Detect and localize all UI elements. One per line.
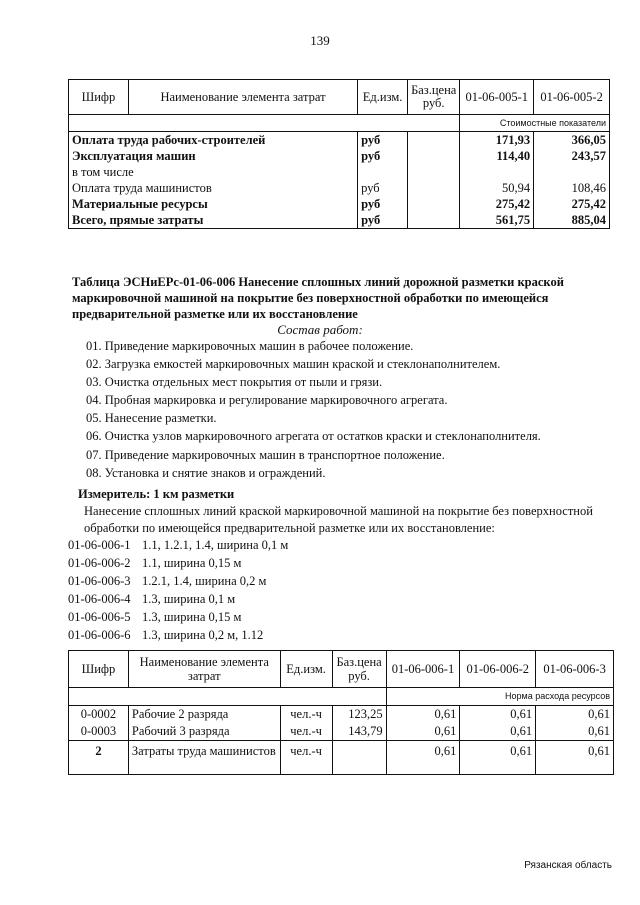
col-header-name: Наименование элемента затрат — [128, 80, 357, 115]
code-line — [68, 628, 263, 643]
subheader-row — [69, 115, 610, 132]
work-item: 03. Очистка отдельных мест покрытия от пыли и грязи. — [86, 375, 383, 389]
row-price: 123,25 — [332, 706, 386, 724]
col-header-005-2: 01-06-005-2 — [534, 80, 610, 115]
table-row — [69, 132, 610, 149]
row-name: Материальные ресурсы — [69, 196, 358, 212]
code-id: 01-06-006-4 — [68, 592, 131, 606]
work-item: 04. Пробная маркировка и регулирование маркировочного агрегата. — [86, 393, 448, 407]
row-value-1: 0,61 — [386, 741, 460, 775]
row-value-1: 561,75 — [460, 212, 534, 229]
table-row — [69, 706, 614, 724]
col-header-code: Шифр — [69, 80, 129, 115]
work-item: 06. Очистка узлов маркировочного агрегата от остатков краски и стеклонаполнителя. — [86, 429, 541, 443]
table-title: Таблица ЭСНиЕРс-01-06-006 Нанесение сплошных линий дорожной разметки краской маркировочной машиной на покрытие без поверхностной обработки по имеющейся предварительной разметке или их восстановление — [72, 275, 564, 321]
code-id: 01-06-006-1 — [68, 538, 131, 552]
work-item: 07. Приведение маркировочных машин в транспортное положение. — [86, 448, 445, 462]
page-number: 139 — [310, 33, 330, 48]
row-unit: руб — [358, 132, 408, 149]
row-value-2: 275,42 — [534, 196, 610, 212]
table-header-row — [69, 80, 610, 115]
row-code: 2 — [69, 741, 129, 775]
row-name: Оплата труда машинистов — [69, 180, 358, 196]
cost-table-005 — [68, 79, 610, 229]
row-value-1: 50,94 — [460, 180, 534, 196]
col-header-006-2: 01-06-006-2 — [460, 651, 536, 688]
subheader-cost-indicators: Стоимостные показатели — [460, 115, 610, 132]
work-item: 08. Установка и снятие знаков и ограждений. — [86, 466, 326, 480]
row-code: 0-0003 — [69, 723, 129, 741]
col-header-006-3: 01-06-006-3 — [536, 651, 614, 688]
row-value-1: 114,40 — [460, 148, 534, 164]
code-desc: 1.1, 1.2.1, 1.4, ширина 0,1 м — [142, 538, 289, 552]
table-row — [69, 212, 610, 229]
row-value-1: 0,61 — [386, 723, 460, 741]
code-desc: 1.2.1, 1.4, ширина 0,2 м — [142, 574, 267, 588]
code-line — [68, 592, 235, 607]
row-value-3: 0,61 — [536, 706, 614, 724]
work-composition-heading: Состав работ: — [277, 322, 363, 337]
table-row — [69, 741, 614, 775]
row-value-2: 0,61 — [460, 723, 536, 741]
code-line — [68, 538, 288, 553]
row-value-3: 0,61 — [536, 741, 614, 775]
row-value-3: 0,61 — [536, 723, 614, 741]
row-unit: чел.-ч — [280, 741, 332, 775]
row-unit: чел.-ч — [280, 706, 332, 724]
code-line — [68, 556, 241, 571]
col-header-price: Баз.цена руб. — [332, 651, 386, 688]
row-name: Оплата труда рабочих-строителей — [69, 132, 358, 149]
col-header-005-1: 01-06-005-1 — [460, 80, 534, 115]
meter-label: Измеритель: 1 км разметки — [78, 487, 235, 501]
code-line — [68, 610, 241, 625]
col-header-unit: Ед.изм. — [280, 651, 332, 688]
table-row — [69, 148, 610, 164]
row-name: Рабочий 3 разряда — [128, 723, 280, 741]
table-row — [69, 180, 610, 196]
table-row — [69, 196, 610, 212]
table-row — [69, 723, 614, 741]
code-line — [68, 574, 266, 589]
table-header-row — [69, 651, 614, 688]
row-unit: руб — [358, 180, 408, 196]
code-desc: 1.3, ширина 0,15 м — [142, 610, 242, 624]
row-name: Рабочие 2 разряда — [128, 706, 280, 724]
work-item: 05. Нанесение разметки. — [86, 411, 217, 425]
row-unit: руб — [358, 212, 408, 229]
row-value-1: 0,61 — [386, 706, 460, 724]
table-row — [69, 164, 610, 180]
subheader-resource-norm: Норма расхода ресурсов — [386, 688, 613, 706]
row-name: в том числе — [69, 164, 358, 180]
col-header-code: Шифр — [69, 651, 129, 688]
row-value-2: 366,05 — [534, 132, 610, 149]
row-code: 0-0002 — [69, 706, 129, 724]
col-header-name: Наименование элемента затрат — [128, 651, 280, 688]
row-value-2: 243,57 — [534, 148, 610, 164]
row-name: Затраты труда машинистов — [128, 741, 280, 775]
work-item: 02. Загрузка емкостей маркировочных машин краской и стеклонаполнителем. — [86, 357, 501, 371]
work-item: 01. Приведение маркировочных машин в рабочее положение. — [86, 339, 414, 353]
code-desc: 1.1, ширина 0,15 м — [142, 556, 242, 570]
row-value-1: 171,93 — [460, 132, 534, 149]
code-desc: 1.3, ширина 0,2 м, 1.12 — [142, 628, 264, 642]
row-price: 143,79 — [332, 723, 386, 741]
row-unit: руб — [358, 196, 408, 212]
row-unit: чел.-ч — [280, 723, 332, 741]
code-id: 01-06-006-6 — [68, 628, 131, 642]
row-name: Всего, прямые затраты — [69, 212, 358, 229]
footer-region: Рязанская область — [524, 860, 612, 871]
subheader-row — [69, 688, 614, 706]
row-value-2: 885,04 — [534, 212, 610, 229]
code-id: 01-06-006-3 — [68, 574, 131, 588]
code-desc: 1.3, ширина 0,1 м — [142, 592, 236, 606]
row-value-2: 0,61 — [460, 741, 536, 775]
row-name: Эксплуатация машин — [69, 148, 358, 164]
row-value-2: 108,46 — [534, 180, 610, 196]
row-price — [332, 741, 386, 775]
code-id: 01-06-006-2 — [68, 556, 131, 570]
meter-description: Нанесение сплошных линий краской маркировочной машиной на покрытие без поверхностной обработки по имеющейся предварительной разметке или их восстановление: — [84, 504, 593, 535]
row-value-1: 275,42 — [460, 196, 534, 212]
col-header-price: Баз.цена руб. — [408, 80, 460, 115]
resource-table-006 — [68, 650, 614, 775]
row-unit: руб — [358, 148, 408, 164]
row-value-2: 0,61 — [460, 706, 536, 724]
col-header-006-1: 01-06-006-1 — [386, 651, 460, 688]
col-header-unit: Ед.изм. — [358, 80, 408, 115]
code-id: 01-06-006-5 — [68, 610, 131, 624]
